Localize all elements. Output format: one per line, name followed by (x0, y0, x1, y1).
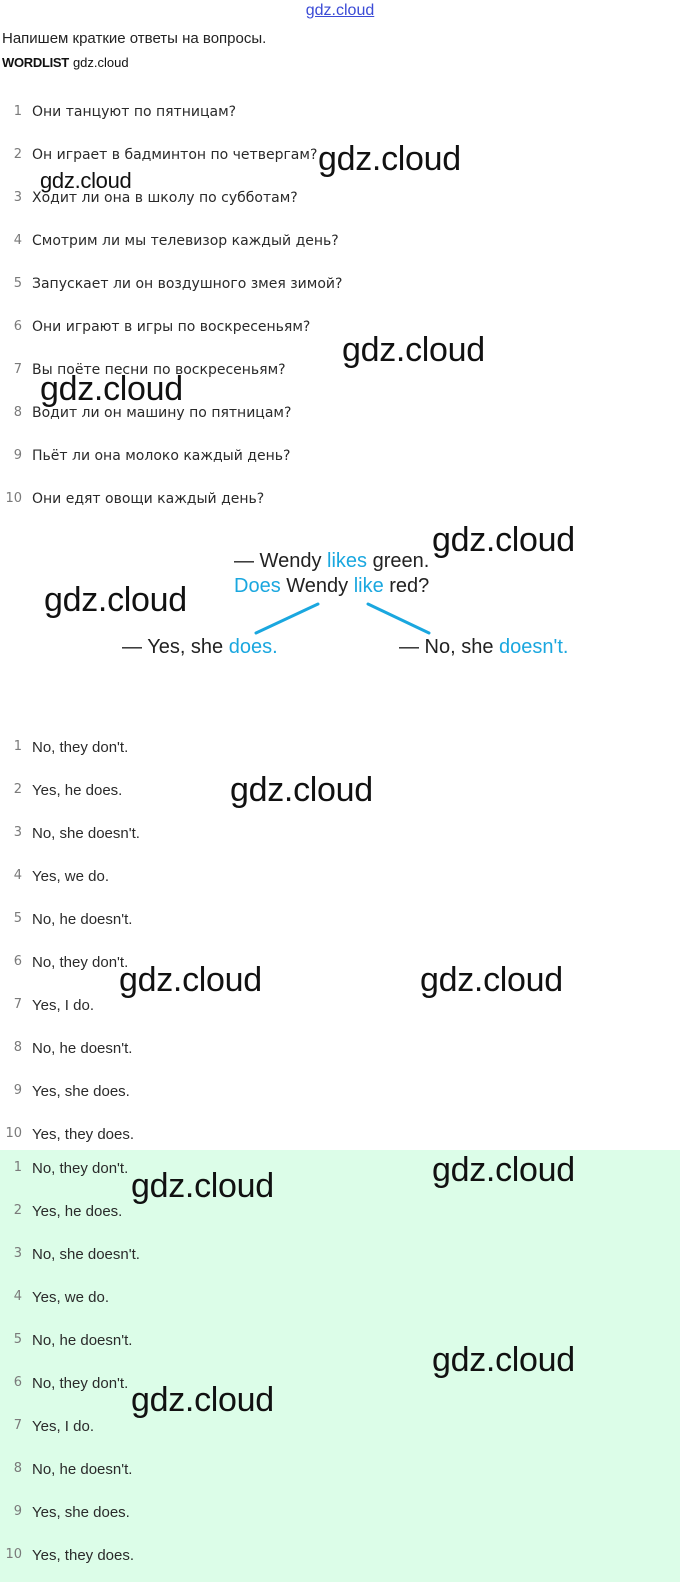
item-number: 6 (13, 954, 22, 969)
item-text: Запускает ли он воздушного змея зимой? (32, 276, 343, 292)
item-text: Они едят овощи каждый день? (32, 491, 265, 507)
arrow-to-no (368, 604, 429, 633)
item-text: Пьёт ли она молоко каждый день? (32, 448, 291, 464)
diagram-statement-start: — Wendy (234, 550, 327, 572)
item-number: 4 (13, 868, 22, 883)
item-number: 8 (13, 405, 22, 420)
item-number: 2 (13, 1203, 22, 1218)
list-item (0, 954, 680, 974)
diagram-no-answer (399, 636, 568, 659)
item-text: Yes, she does. (32, 1083, 130, 1100)
diagram-question-verb: like (353, 575, 384, 597)
item-text: Они играют в игры по воскресеньям? (32, 319, 311, 335)
item-number: 3 (13, 190, 22, 205)
item-text: No, they don't. (32, 1160, 129, 1177)
watermark: gdz.cloud (318, 140, 461, 178)
item-number: 2 (13, 782, 22, 797)
item-number: 8 (13, 1040, 22, 1055)
diagram-question-subject: Wendy (280, 575, 354, 597)
diagram-yes-verb: does. (228, 636, 278, 658)
diagram-question-aux: Does (234, 575, 281, 597)
item-number: 9 (13, 1504, 22, 1519)
item-number: 1 (13, 739, 22, 754)
watermark: gdz.cloud (432, 1341, 575, 1379)
arrow-to-yes (256, 604, 318, 633)
diagram-yes-prefix: — Yes, she (122, 636, 229, 658)
item-text: No, she doesn't. (32, 1246, 140, 1263)
item-text: Yes, I do. (32, 997, 94, 1014)
diagram-no-verb: doesn't. (499, 636, 569, 658)
item-text: Yes, they does. (32, 1126, 135, 1143)
watermark: gdz.cloud (40, 168, 132, 193)
wordlist-heading (2, 55, 129, 70)
item-number: 6 (13, 319, 22, 334)
diagram-no-prefix: — No, she (399, 636, 500, 658)
list-item (0, 1332, 680, 1352)
item-text: Вы поёте песни по воскресеньям? (32, 362, 286, 378)
watermark: gdz.cloud (420, 961, 563, 999)
list-item (0, 1246, 680, 1266)
item-number: 3 (13, 825, 22, 840)
item-number: 4 (13, 1289, 22, 1304)
diagram-yes-answer (122, 636, 278, 659)
item-number: 10 (5, 1126, 22, 1141)
list-item (0, 1547, 680, 1567)
list-item (0, 1160, 680, 1180)
watermark: gdz.cloud (44, 581, 187, 619)
wordlist-label: WORDLIST (2, 55, 69, 70)
list-item (0, 1289, 680, 1309)
item-text: Yes, I do. (32, 1418, 94, 1435)
item-text: Смотрим ли мы телевизор каждый день? (32, 233, 339, 249)
list-item (0, 319, 680, 339)
item-number: 9 (13, 448, 22, 463)
item-text: Он играет в бадминтон по четвергам? (32, 147, 318, 163)
list-item (0, 448, 680, 468)
item-number: 7 (13, 362, 22, 377)
item-text: No, they don't. (32, 1375, 129, 1392)
item-number: 10 (5, 1547, 22, 1562)
item-text: No, he doesn't. (32, 911, 133, 928)
item-number: 7 (13, 997, 22, 1012)
item-text: No, they don't. (32, 954, 129, 971)
list-item (0, 233, 680, 253)
diagram-question-end: red? (383, 575, 430, 597)
item-text: Водит ли он машину по пятницам? (32, 405, 292, 421)
watermark: gdz.cloud (131, 1381, 274, 1419)
item-text: No, they don't. (32, 739, 129, 756)
item-text: No, he doesn't. (32, 1332, 133, 1349)
wordlist-watermark: gdz.cloud (72, 55, 129, 70)
item-text: Они танцуют по пятницам? (32, 104, 237, 120)
watermark: gdz.cloud (432, 521, 575, 559)
intro-text: Напишем краткие ответы на вопросы. (2, 30, 267, 47)
item-text: Yes, she does. (32, 1504, 130, 1521)
item-text: Yes, we do. (32, 1289, 109, 1306)
list-item (0, 276, 680, 296)
list-item (0, 1083, 680, 1103)
list-item (0, 911, 680, 931)
item-number: 8 (13, 1461, 22, 1476)
list-item (0, 491, 680, 511)
item-number: 3 (13, 1246, 22, 1261)
item-text: Yes, he does. (32, 782, 123, 799)
list-item (0, 997, 680, 1017)
list-item (0, 1504, 680, 1524)
item-text: No, he doesn't. (32, 1040, 133, 1057)
watermark: gdz.cloud (119, 961, 262, 999)
item-text: No, she doesn't. (32, 825, 140, 842)
item-number: 9 (13, 1083, 22, 1098)
item-number: 6 (13, 1375, 22, 1390)
item-text: Yes, he does. (32, 1203, 123, 1220)
list-item (0, 1461, 680, 1481)
list-item (0, 825, 680, 845)
item-number: 10 (5, 491, 22, 506)
item-number: 1 (13, 104, 22, 119)
item-text: Ходит ли она в школу по субботам? (32, 190, 298, 206)
watermark: gdz.cloud (131, 1167, 274, 1205)
item-text: No, he doesn't. (32, 1461, 133, 1478)
watermark: gdz.cloud (230, 771, 373, 809)
item-number: 5 (13, 911, 22, 926)
list-item (0, 1203, 680, 1223)
list-item (0, 868, 680, 888)
diagram-statement-end: green. (367, 550, 430, 572)
item-number: 7 (13, 1418, 22, 1433)
watermark: gdz.cloud (342, 331, 485, 369)
header-site-link[interactable]: gdz.cloud (305, 2, 375, 19)
list-item (0, 1418, 680, 1438)
item-number: 5 (13, 276, 22, 291)
list-item (0, 1126, 680, 1146)
watermark: gdz.cloud (432, 1151, 575, 1189)
item-number: 1 (13, 1160, 22, 1175)
item-number: 2 (13, 147, 22, 162)
item-text: Yes, they does. (32, 1547, 135, 1564)
list-item (0, 104, 680, 124)
list-item (0, 1375, 680, 1395)
item-text: Yes, we do. (32, 868, 109, 885)
item-number: 4 (13, 233, 22, 248)
diagram-statement-verb: likes (327, 550, 368, 572)
list-item (0, 1040, 680, 1060)
watermark: gdz.cloud (40, 370, 183, 408)
item-number: 5 (13, 1332, 22, 1347)
list-item (0, 739, 680, 759)
